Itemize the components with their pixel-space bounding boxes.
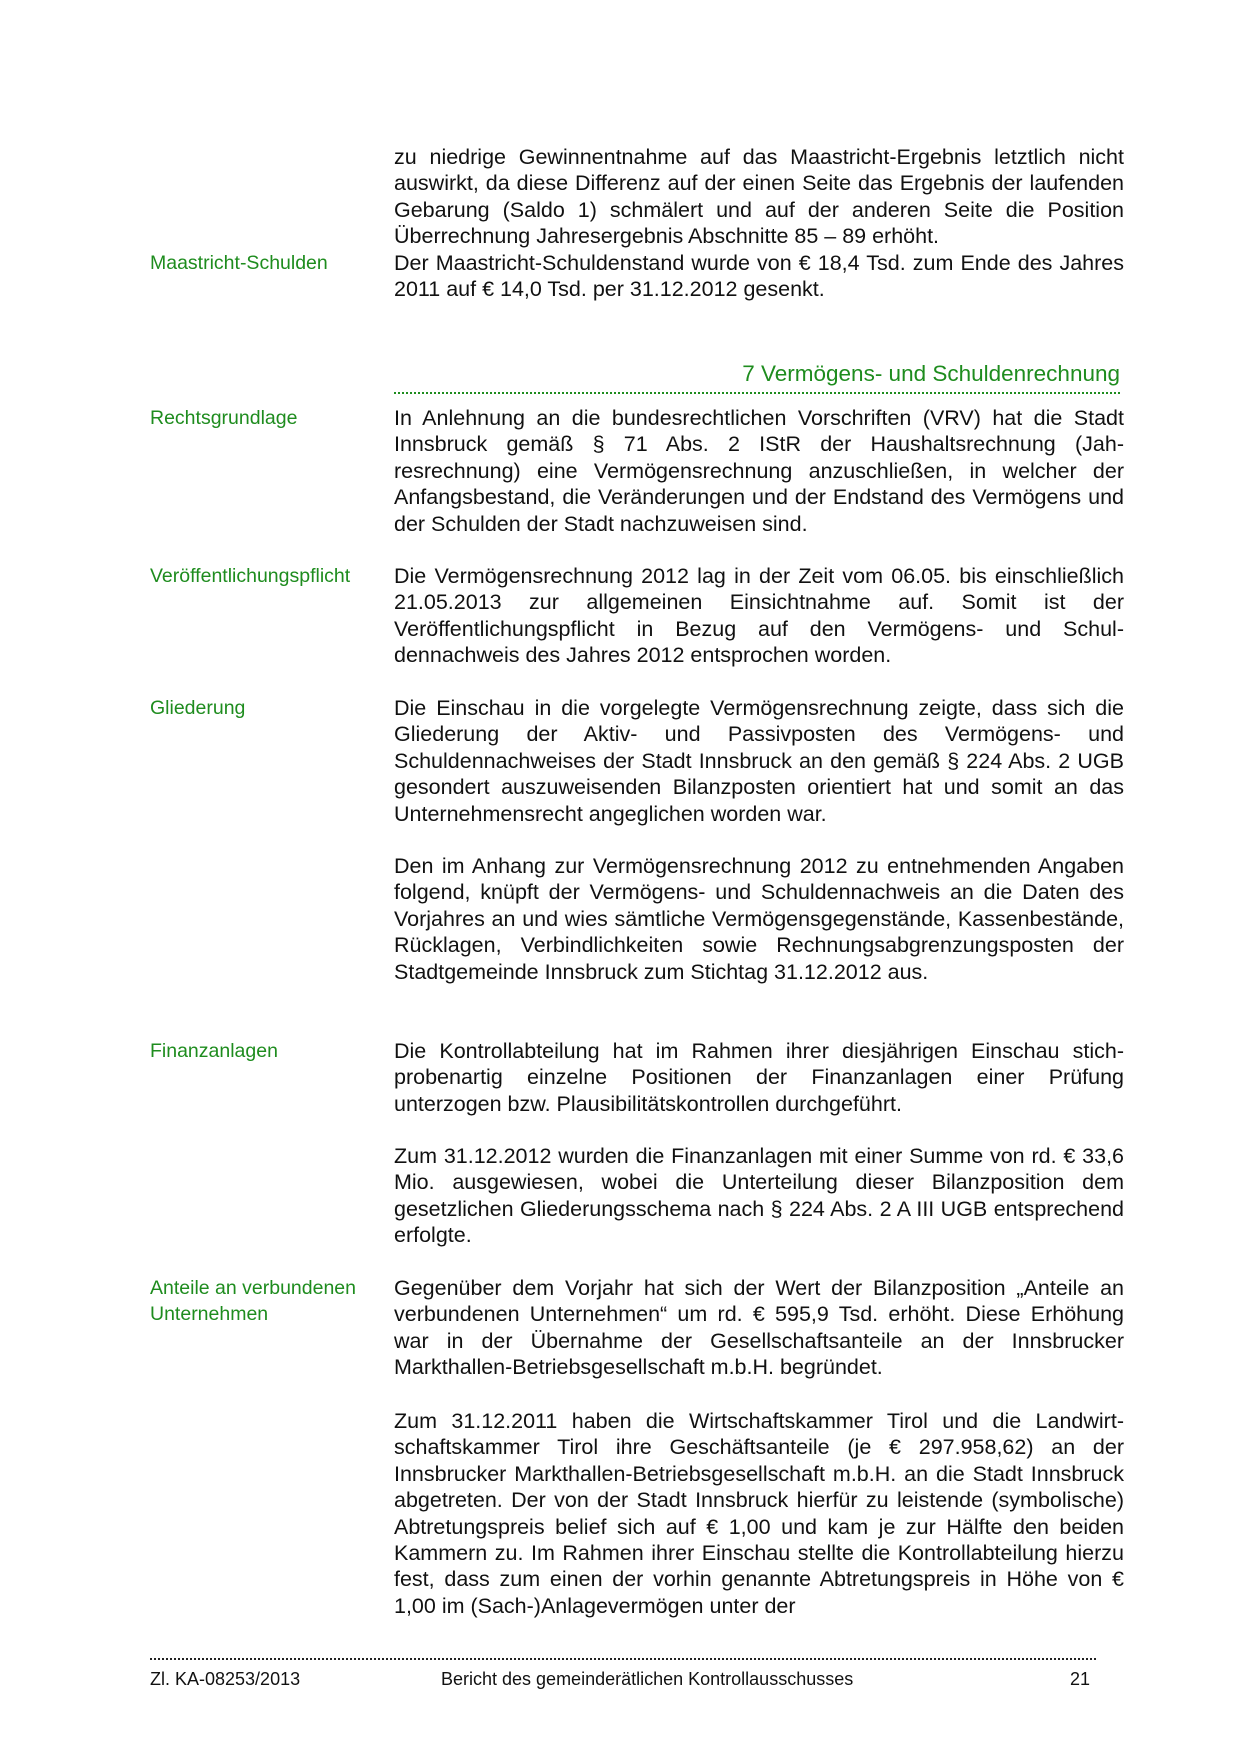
footer-title: Bericht des gemeinderätlichen Kontrollausschusses [441, 1669, 854, 1689]
section-heading: 7 Vermögens- und Schuldenrechnung [742, 361, 1120, 386]
intro-paragraph: zu niedrige Gewinnentnahme auf das Maastricht-Ergebnis letztlich nicht auswirkt, da diese Differenz auf der einen Seite das Ergebnis der laufenden Gebarung (Saldo 1) schmälert und auf der anderen Seite die Position Überrechnung Jahresergebnis Abschnitte 85 – 89 erhöht. [394, 145, 1124, 249]
rechtsgrundlage-paragraph: In Anlehnung an die bundesrechtlichen Vorschriften (VRV) hat die Stadt Innsbruck gemäß § 71 Abs. 2 IStR der Haushaltsrechnung (Jahresrechnung) eine Vermögensrechnung anzuschließen, in welcher der Anfangsbestand, die Veränderungen und der Endstand des Vermögens und der Schulden der Stadt nachzuweisen sind. [394, 406, 1124, 536]
sidenote-maastricht-schulden: Maastricht-Schulden [150, 252, 328, 274]
finanzanlagen-paragraph-2: Zum 31.12.2012 wurden die Finanzanlagen mit einer Summe von rd. € 33,6 Mio. ausgewiesen, wobei die Unterteilung dieser Bilanzposition dem gesetzlichen Gliederungsschema nach § 224 Abs. 2 A III UGB entsprechend erfolgte. [394, 1144, 1124, 1248]
gliederung-paragraph-2: Den im Anhang zur Vermögensrechnung 2012 zu entnehmenden Angaben folgend, knüpft der Vermögens- und Schuldennachweis an die Daten des Vorjahres an und wies sämtliche Vermögensgegenstände, Kassenbestände, Rücklagen, Verbindlichkeiten sowie Rechnungsabgrenzungsposten der Stadtgemeinde Innsbruck zum Stichtag 31.12.2012 aus. [394, 854, 1124, 984]
veroeffentlichung-paragraph: Die Vermögensrechnung 2012 lag in der Zeit vom 06.05. bis einschließlich 21.05.2013 zur allgemeinen Einsichtnahme auf. Somit ist der Veröffentlichungspflicht in Bezug auf den Vermögens- und Schuldennachweis des Jahres 2012 entsprochen worden. [394, 564, 1124, 668]
section-divider [394, 392, 1120, 394]
footer-reference: Zl. KA-08253/2013 [150, 1669, 301, 1689]
sidenote-anteile-verbundene-unternehmen: Anteile an verbundenen Unternehmen [150, 1277, 356, 1325]
sidenote-gliederung: Gliederung [150, 697, 246, 719]
sidenote-finanzanlagen: Finanzanlagen [150, 1040, 278, 1062]
sidenote-rechtsgrundlage: Rechtsgrundlage [150, 407, 298, 429]
sidenote-veroeffentlichungspflicht: Veröffentlichungspflicht [150, 565, 351, 587]
footer-page-number: 21 [1069, 1669, 1090, 1689]
finanzanlagen-paragraph-1: Die Kontrollabteilung hat im Rahmen ihrer diesjährigen Einschau stichprobenartig einzelne Positionen der Finanzanlagen einer Prüfung unterzogen bzw. Plausibilitätskontrollen durchgeführt. [394, 1039, 1124, 1116]
gliederung-paragraph-1: Die Einschau in die vorgelegte Vermögensrechnung zeigte, dass sich die Gliederung der Aktiv- und Passivposten des Vermögens- und Schuldennachweises der Stadt Innsbruck an den gemäß § 224 Abs. 2 UGB gesondert auszuweisenden Bilanzposten orientiert hat und somit an das Unternehmensrecht angeglichen worden war. [394, 696, 1124, 826]
maastricht-paragraph: Der Maastricht-Schuldenstand wurde von € 18,4 Tsd. zum Ende des Jahres 2011 auf € 14,0 Tsd. per 31.12.2012 gesenkt. [394, 251, 1124, 302]
anteile-paragraph-1: Gegenüber dem Vorjahr hat sich der Wert der Bilanzposition „Anteile an verbundenen Unternehmen“ um rd. € 595,9 Tsd. erhöht. Diese Erhöhung war in der Übernahme der Gesellschaftsanteile an der Innsbrucker Markthallen-Betriebsgesellschaft m.b.H. begründet. [394, 1276, 1124, 1380]
anteile-paragraph-2: Zum 31.12.2011 haben die Wirtschaftskammer Tirol und die Landwirtschaftskammer Tirol ihre Geschäftsanteile (je € 297.958,62) an der Innsbrucker Markthallen-Betriebsgesellschaft m.b.H. an die Stadt Innsbruck abgetreten. Der von der Stadt Innsbruck hierfür zu leistende (symbolische) Abtretungspreis belief sich auf € 1,00 und kam je zur Hälfte den beiden Kammern zu. Im Rahmen ihrer Einschau stellte die Kontrollabteilung hierzu fest, dass zum einen der vorhin genannte Abtretungspreis in Höhe von € 1,00 im (Sach-)Anlagevermögen unter der [394, 1409, 1124, 1618]
footer-divider [150, 1658, 1096, 1660]
